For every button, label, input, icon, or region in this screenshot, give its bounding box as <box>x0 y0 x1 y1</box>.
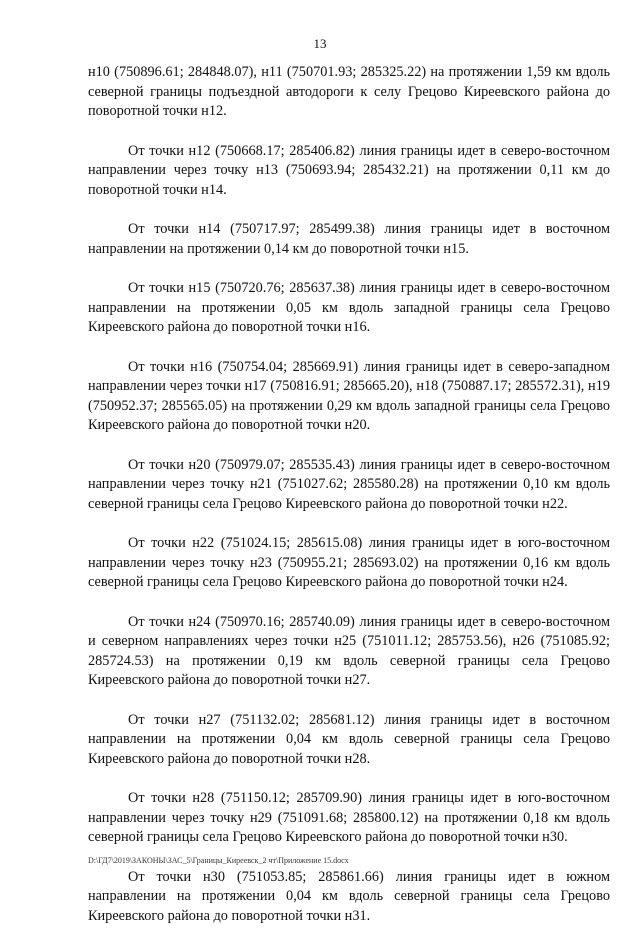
document-body <box>88 63 610 946</box>
paragraph-10: От точки н28 (751150.12; 285709.90) линия границы идет в юго-восточном направлении через точку н29 (751091.68; 285800.12) на протяжении 0,18 км вдоль северной границы села Грецово Киреевского района до поворотной точки н30. <box>88 790 610 845</box>
paragraph-4: От точки н15 (750720.76; 285637.38) линия границы идет в северо-восточном направлении на протяжении 0,05 км вдоль западной границы села Грецово Киреевского района до поворотной точки н16. <box>88 280 610 335</box>
paragraph-7: От точки н22 (751024.15; 285615.08) линия границы идет в юго-восточном направлении через точку н23 (750955.21; 285693.02) на протяжении 0,16 км вдоль северной границы села Грецово Киреевского района до поворотной точки н24. <box>88 535 610 590</box>
paragraph-6: От точки н20 (750979.07; 285535.43) линия границы идет в северо-восточном направлении через точку н21 (751027.62; 285580.28) на протяжении 0,10 км вдоль северной границы села Грецово Киреевского района до поворотной точки н22. <box>88 456 610 512</box>
paragraph-2: От точки н12 (750668.17; 285406.82) линия границы идет в северо-восточном направлении через точку н13 (750693.94; 285432.21) на протяжении 0,11 км до поворотной точки н14. <box>88 142 610 198</box>
page-number: 13 <box>313 36 327 51</box>
paragraph-9: От точки н27 (751132.02; 285681.12) линия границы идет в восточном направлении на протяжении 0,04 км вдоль северной границы села Грецово Киреевского района до поворотной точки н28. <box>88 711 610 767</box>
paragraph-11: От точки н30 (751053.85; 285861.66) линия границы идет в южном направлении на протяжении 0,04 км вдоль северной границы села Грецово Киреевского района до поворотной точки н31. <box>88 868 610 924</box>
paragraph-3: От точки н14 (750717.97; 285499.38) линия границы идет в восточном направлении на протяжении 0,14 км до поворотной точки н15. <box>88 221 610 257</box>
file-path-footer: D:\ГД7\2019\ЗАКОНЫ\ЗАС_5\Границы_Киреевск_2 чт\Приложение 15.docx <box>88 856 349 865</box>
paragraph-1: н10 (750896.61; 284848.07), н11 (750701.93; 285325.22) на протяжении 1,59 км вдоль северной границы подъездной автодороги к селу Грецово Киреевского района до поворотной точки н12. <box>88 64 610 119</box>
paragraph-5: От точки н16 (750754.04; 285669.91) линия границы идет в северо-западном направлении через точки н17 (750816.91; 285665.20), н18 (750887.17; 285572.31), н19 (750952.37; 285565.05) на протяжении 0,29 км вдоль западной границы села Грецово Киреевского района до поворотной точки н20. <box>88 358 610 433</box>
paragraph-8: От точки н24 (750970.16; 285740.09) линия границы идет в северо-восточном и северном направлениях через точки н25 (751011.12; 285753.56), н26 (751085.92; 285724.53) на протяжении 0,19 км вдоль северной границы села Грецово Киреевского района до поворотной точки н27. <box>88 613 610 688</box>
